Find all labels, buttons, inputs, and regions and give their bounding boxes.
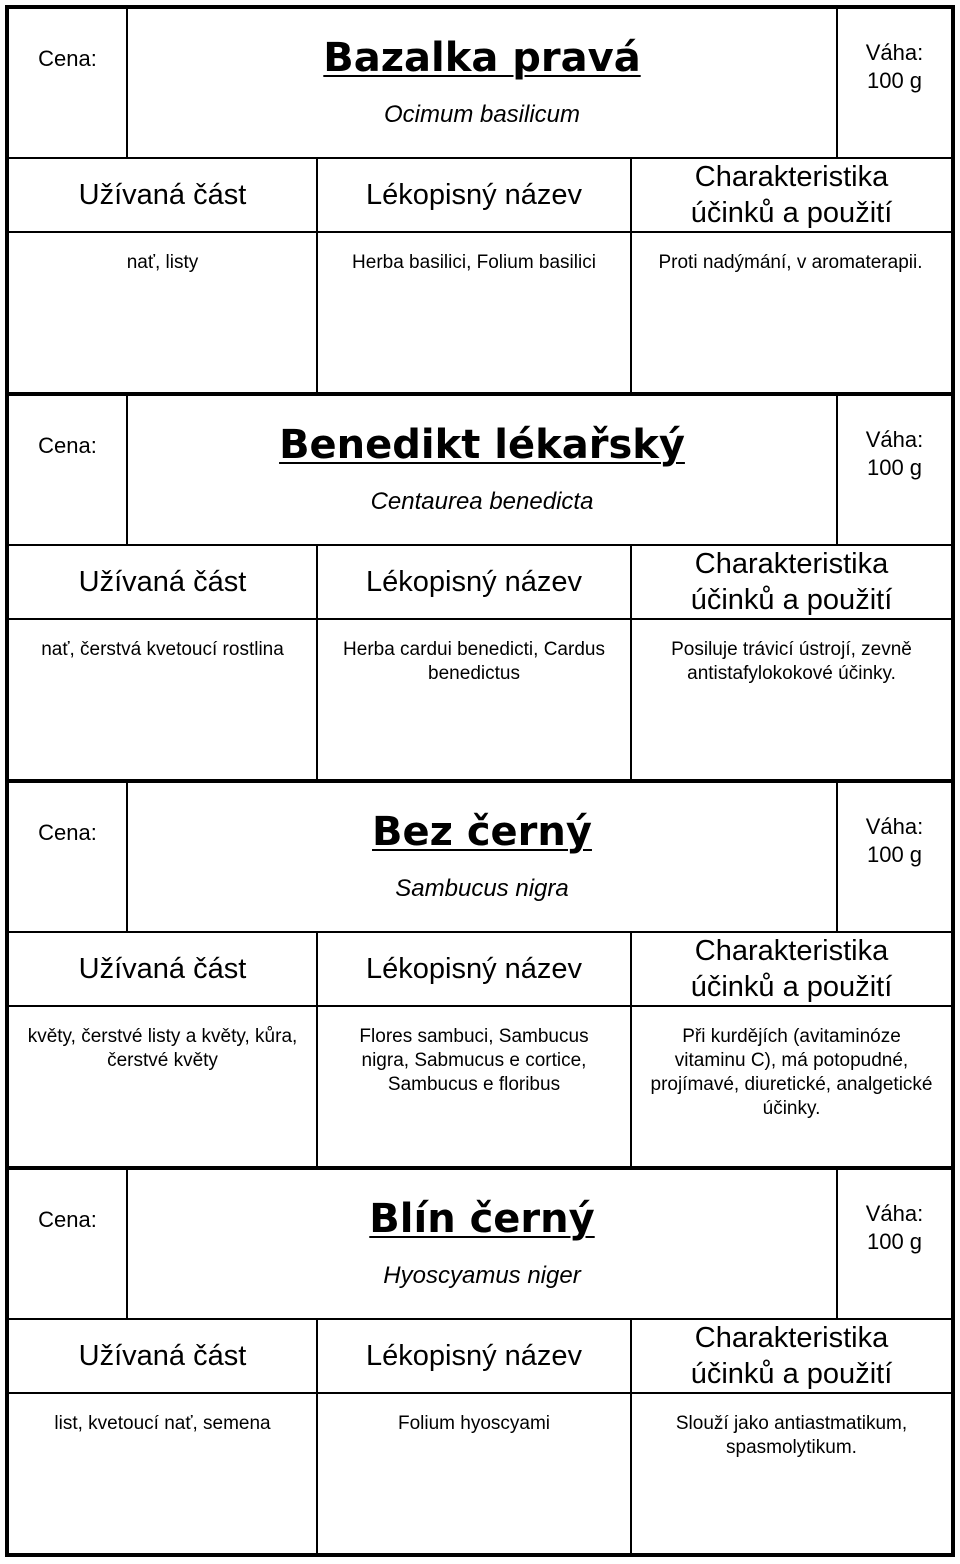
weight-value: 100 g [866,1229,923,1254]
effects-value: Posiluje trávicí ústrojí, zevně antistafylokokové účinky. [671,639,912,684]
price-label: Cena: [38,820,97,845]
price-label: Cena: [38,46,97,71]
part-header: Užívaná část [78,179,247,211]
herb-latin-name: Sambucus nigra [395,875,569,902]
weight-label: Váha: [865,1201,924,1226]
price-label: Cena: [38,433,97,458]
weight-value: 100 g [866,455,923,480]
part-value: list, kvetoucí nať, semena [54,1413,271,1434]
part-value: nať, listy [126,252,199,273]
weight-block [838,813,951,869]
herb-latin-name: Ocimum basilicum [383,101,581,128]
herb-card-4 [9,1170,951,1553]
effects-value: Proti nadýmání, v aromaterapii. [658,252,923,273]
weight-label: Váha: [865,40,924,65]
herb-name: Blín černý [369,1196,595,1242]
herb-latin-name: Centaurea benedicta [370,488,594,515]
herb-name: Benedikt lékařský [279,422,685,468]
effects-value: Slouží jako antiastmatikum, spasmolytikum. [675,1413,908,1458]
official-name-value: Flores sambuci, Sambucus nigra, Sabmucus e cortice, Sambucus e floribus [359,1026,589,1095]
weight-label: Váha: [865,814,924,839]
weight-label: Váha: [865,427,924,452]
part-header: Užívaná část [78,566,247,598]
official-name-value: Herba basilici, Folium basilici [352,252,596,273]
weight-block [838,39,951,95]
effects-header: Charakteristika účinků a použití [690,161,893,229]
official-name-header: Lékopisný název [365,179,583,211]
herb-card-3 [9,783,951,1166]
effects-header: Charakteristika účinků a použití [690,935,893,1003]
herb-name: Bez černý [372,809,592,855]
herb-name: Bazalka pravá [323,35,641,81]
price-label: Cena: [38,1207,97,1232]
official-name-value: Herba cardui benedicti, Cardus benedictus [343,639,605,684]
part-header: Užívaná část [78,1340,247,1372]
herb-latin-name: Hyoscyamus niger [383,1262,581,1289]
part-header: Užívaná část [78,953,247,985]
official-name-value: Folium hyoscyami [397,1413,551,1434]
part-value: nať, čerstvá kvetoucí rostlina [41,639,284,660]
herb-card-2 [9,396,951,779]
official-name-header: Lékopisný název [365,953,583,985]
herb-card-1 [9,9,951,392]
official-name-header: Lékopisný název [365,566,583,598]
weight-value: 100 g [866,842,923,867]
official-name-header: Lékopisný název [365,1340,583,1372]
cards-frame [5,5,955,1557]
weight-value: 100 g [866,68,923,93]
part-value: květy, čerstvé listy a květy, kůra, čerstvé květy [27,1026,298,1071]
weight-block [838,426,951,482]
effects-header: Charakteristika účinků a použití [690,548,893,616]
effects-header: Charakteristika účinků a použití [690,1322,893,1390]
weight-block [838,1200,951,1256]
effects-value: Při kurdějích (avitaminóze vitaminu C), má potopudné, projímavé, diuretické, analgetické účinky. [650,1026,933,1119]
